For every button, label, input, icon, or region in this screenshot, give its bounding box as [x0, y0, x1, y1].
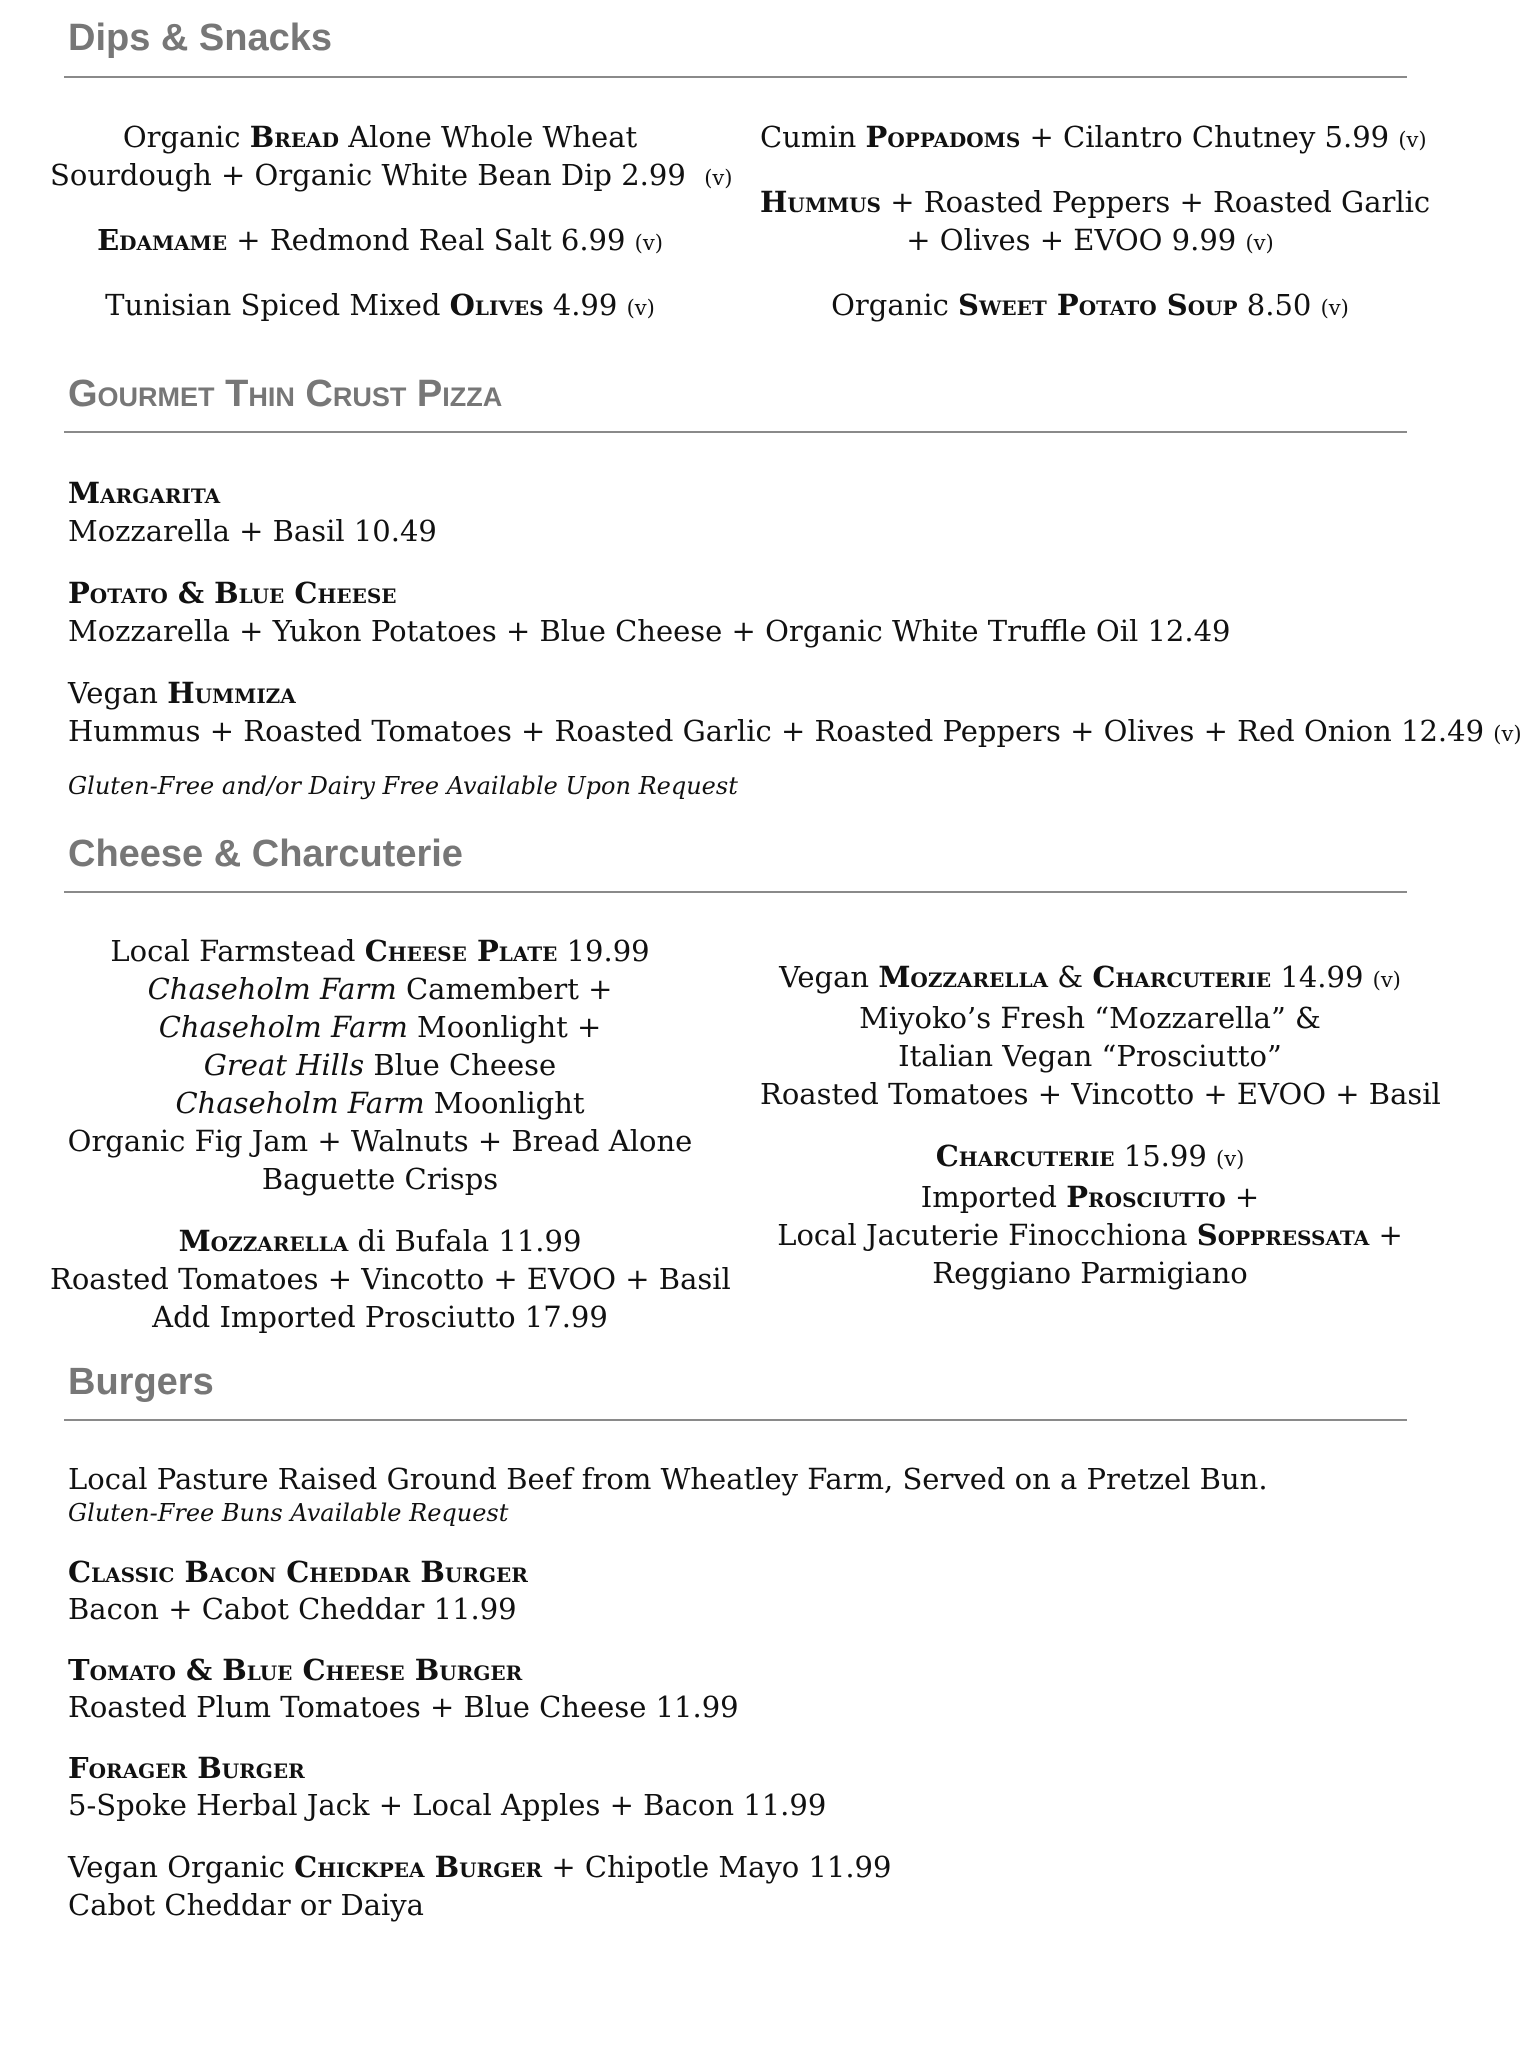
menu-item-poppadoms: Cumin Poppadoms + Cilantro Chutney 5.99 (v) [760, 120, 1427, 154]
menu-item-hummus: Hummus + Roasted Peppers + Roasted Garlic + Olives + EVOO 9.99 (v) [760, 185, 1431, 257]
item-name: Mozzarella [178, 1224, 349, 1258]
item-name: Cheese Plate [364, 934, 558, 968]
item-description: Bacon + Cabot Cheddar 11.99 [68, 1592, 517, 1626]
section-title-cheese: Cheese & Charcuterie [68, 833, 463, 875]
item-description: Mozzarella + Yukon Potatoes + Blue Cheese + Organic White Truffle Oil 12.49 [68, 614, 1231, 648]
pizza-list [68, 474, 1522, 801]
pizza-item: Vegan Hummiza Hummus + Roasted Tomatoes + Roasted Garlic + Roasted Peppers + Olives + Red Onion 12.49 (v) [68, 676, 1522, 748]
burgers-note: Gluten-Free Buns Available Request [68, 1499, 509, 1527]
dips-right-column [760, 118, 1431, 327]
vegan-marker: (v) [1398, 128, 1427, 152]
vegan-marker: (v) [704, 166, 733, 190]
item-name: Hummus [760, 185, 882, 219]
section-title-burgers: Burgers [68, 1361, 214, 1403]
burger-item [68, 1554, 1468, 1628]
menu-item-vegan-mozzarella: Vegan Mozzarella & Charcuterie 14.99 (v) Miyoko’s Fresh “Mozzarella” & Italian Vegan “Prosciutto” Roasted Tomatoes + Vincotto + EVOO + Basil [760, 960, 1441, 1111]
vegan-marker: (v) [1245, 231, 1274, 255]
menu-item-soup: Organic Sweet Potato Soup 8.50 (v) [831, 288, 1349, 322]
item-description: Roasted Plum Tomatoes + Blue Cheese 11.99 [68, 1690, 739, 1724]
item-name: Hummiza [167, 676, 296, 710]
pizza-item [68, 474, 1468, 550]
section-divider [64, 76, 1407, 78]
menu-item-charcuterie: Charcuterie 15.99 (v) Imported Prosciutto + Local Jacuterie Finocchiona Soppressata + Reggiano Parmigiano [777, 1139, 1403, 1290]
item-name: Margarita [68, 476, 221, 510]
item-name: Potato & Blue Cheese [68, 576, 397, 610]
burger-item-chickpea: Vegan Organic Chickpea Burger + Chipotle Mayo 11.99 Cabot Cheddar or Daiya [68, 1848, 1468, 1924]
item-name: Bread [249, 120, 339, 154]
item-description: Hummus + Roasted Tomatoes + Roasted Garlic + Roasted Peppers + Olives + Red Onion 12.49 [68, 714, 1485, 748]
burger-item [68, 1750, 1468, 1824]
item-name: Olives [449, 288, 544, 322]
item-description: Cabot Cheddar or Daiya [68, 1888, 424, 1922]
vegan-marker: (v) [634, 231, 663, 255]
item-name: Forager Burger [68, 1751, 305, 1785]
section-title-dips: Dips & Snacks [68, 17, 332, 59]
menu-item-olives: Tunisian Spiced Mixed Olives 4.99 (v) [105, 288, 655, 322]
item-name: Poppadoms [865, 120, 1021, 154]
vegan-marker: (v) [626, 296, 655, 320]
menu-item-edamame: Edamame + Redmond Real Salt 6.99 (v) [97, 223, 663, 257]
pizza-item [68, 574, 1468, 650]
vegan-marker: (v) [1493, 722, 1522, 746]
menu-item-bread: Organic Bread Alone Whole Wheat Sourdough + Organic White Bean Dip 2.99 (v) [50, 120, 733, 192]
section-divider [64, 891, 1407, 893]
section-title-pizza: Gourmet Thin Crust Pizza [68, 373, 503, 415]
cheese-right-column [760, 958, 1441, 1292]
item-name: Charcuterie [935, 1139, 1115, 1173]
item-name: Edamame [97, 223, 228, 257]
cheese-left-column [50, 932, 731, 1336]
menu-item-bufala: Mozzarella di Bufala 11.99 Roasted Tomatoes + Vincotto + EVOO + Basil Add Imported Prosciutto 17.99 [50, 1224, 731, 1334]
vegan-marker: (v) [1320, 296, 1349, 320]
pizza-note: Gluten-Free and/or Dairy Free Available Upon Request [68, 772, 738, 800]
item-name: Sweet Potato Soup [958, 288, 1238, 322]
burger-item [68, 1652, 1468, 1726]
vegan-marker: (v) [1216, 1147, 1245, 1171]
item-name: Mozzarella [878, 960, 1049, 994]
vegan-marker: (v) [1372, 968, 1401, 992]
burger-list [68, 1460, 1468, 1924]
menu-item-cheese-plate: Local Farmstead Cheese Plate 19.99 Chaseholm Farm Camembert + Chaseholm Farm Moonlight + Great Hills Blue Cheese Chaseholm Farm Moonlight Organic Fig Jam + Walnuts + Bread Alone Baguette Crisps [67, 934, 693, 1196]
item-name: Chickpea Burger [294, 1850, 543, 1884]
item-name: Tomato & Blue Cheese Burger [68, 1653, 523, 1687]
item-description: 5-Spoke Herbal Jack + Local Apples + Bacon 11.99 [68, 1788, 827, 1822]
item-name: Charcuterie [1092, 960, 1272, 994]
burgers-intro: Local Pasture Raised Ground Beef from Wheatley Farm, Served on a Pretzel Bun. [68, 1462, 1268, 1496]
item-description: Mozzarella + Basil 10.49 [68, 514, 437, 548]
section-divider [64, 1419, 1407, 1421]
section-divider [64, 431, 1407, 433]
item-name: Classic Bacon Cheddar Burger [68, 1555, 528, 1589]
dips-left-column [50, 118, 733, 327]
